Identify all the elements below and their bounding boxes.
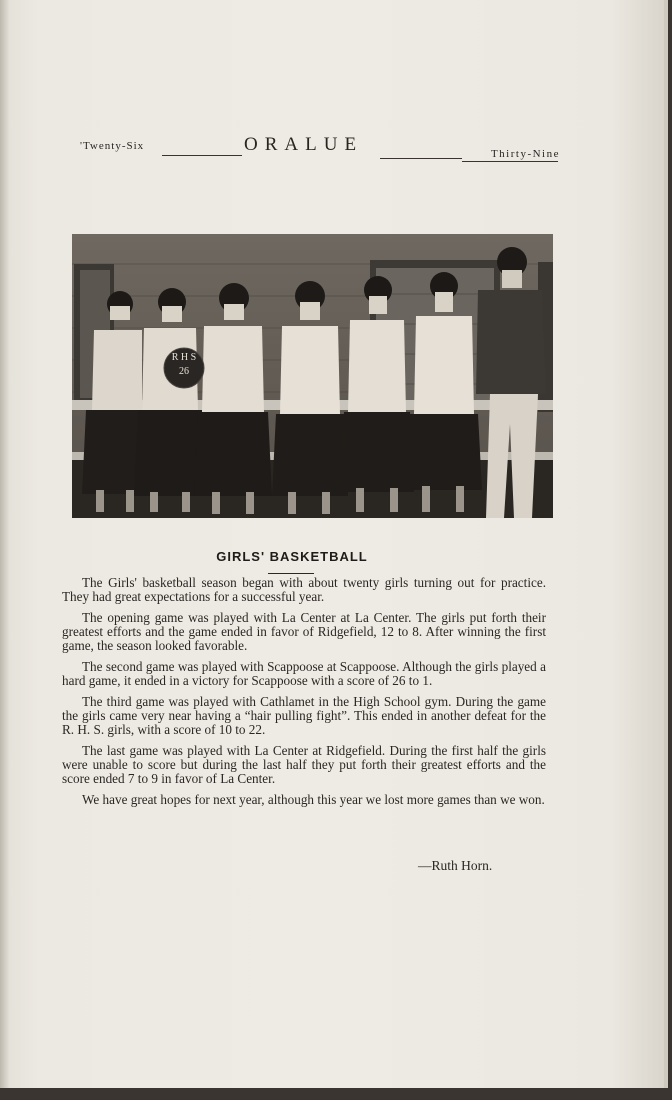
team-photo	[72, 234, 553, 518]
header-year-left: 'Twenty-Six	[80, 140, 145, 152]
header-rule-right-under	[462, 161, 558, 162]
author-signature: —Ruth Horn.	[418, 858, 493, 873]
article-paragraph: The Girls' basketball season began with about twenty girls turning out for practice. They had great expectations for a successful year.	[62, 575, 546, 604]
basketball	[164, 348, 204, 388]
header-rule-right	[380, 158, 462, 159]
team-photo-illustration	[72, 234, 553, 518]
article-paragraph: We have great hopes for next year, although this year we lost more games than we won.	[82, 792, 545, 807]
book-spine-shadow	[0, 0, 10, 1088]
article-paragraph: The third game was played with Cathlamet in the High School gym. During the game the girls came very near having a “hair pulling fight”. This ended in another defeat for the R. H. S. girls, with a score of 10 to 22.	[62, 694, 546, 737]
header-rule-left	[162, 155, 242, 156]
header-year-right: Thirty-Nine	[490, 148, 560, 160]
page-header	[80, 136, 560, 166]
article-body	[62, 576, 546, 814]
header-title: ORALUE	[244, 134, 364, 155]
svg-text:R H S: R H S	[171, 352, 197, 363]
article-paragraph: The last game was played with La Center at Ridgefield. During the first half the girls were unable to score but during the last half they put forth their greatest efforts and the score ended 7 to 9 in favor of La Center.	[62, 743, 546, 786]
article-paragraph: The second game was played with Scappoose at Scappoose. Although the girls played a hard game, it ended in a victory for Scappoose with a score of 26 to 1.	[62, 659, 546, 688]
heading-divider	[268, 573, 314, 574]
svg-text:26: 26	[179, 366, 189, 377]
article-paragraph: The opening game was played with La Center at La Center. The girls put forth their greatest efforts and the game ended in favor of Ridgefield, 12 to 8. After winning the first game, the season looked favorable.	[62, 610, 546, 653]
article-heading: GIRLS' BASKETBALL	[216, 549, 368, 564]
